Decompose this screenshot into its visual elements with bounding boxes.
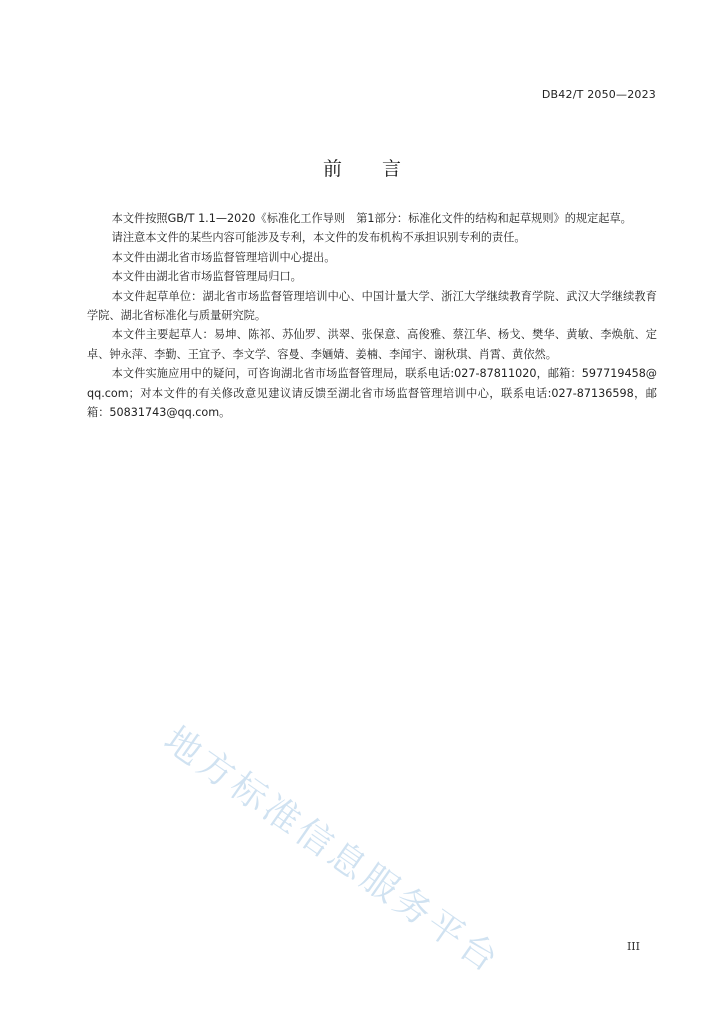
paragraph-drafting-units: 本文件起草单位：湖北省市场监督管理培训中心、中国计量大学、浙江大学继续教育学院、武汉大学继续教育学院、湖北省标准化与质量研究院。 (87, 289, 657, 323)
paragraph-patent-notice: 请注意本文件的某些内容可能涉及专利，本文件的发布机构不承担识别专利的责任。 (111, 231, 526, 245)
paragraph-contact-info: 本文件实施应用中的疑问，可咨询湖北省市场监督管理局，联系电话:027-87811020，邮箱：597719458@qq.com；对本文件的有关修改意见建议请反馈至湖北省市场监督管理培训中心，联系电话:027-87136598，邮箱：50831743@qq.com。 (87, 367, 657, 420)
title-char-2: 言 (382, 158, 402, 180)
page-number: III (626, 940, 640, 953)
foreword-body (87, 209, 657, 422)
paragraph-centralized-by: 本文件由湖北省市场监督管理局归口。 (111, 270, 302, 284)
title-char-1: 前 (322, 158, 342, 180)
watermark: 地方标准信息服务平台 (156, 719, 508, 983)
document-code: DB42/T 2050—2023 (541, 88, 656, 101)
paragraph-proposed-by: 本文件由湖北省市场监督管理培训中心提出。 (111, 250, 336, 264)
page-title (0, 154, 724, 181)
paragraph-drafters: 本文件主要起草人：易坤、陈祁、苏仙罗、洪翠、张保意、高俊雅、蔡江华、杨戈、樊华、黄敏、李焕航、定卓、钟永萍、李勤、王宜予、李文学、容曼、李婳婧、姜楠、李闻宇、谢秋琪、肖霄、黄依然。 (87, 328, 657, 361)
paragraph-drafting-rules: 本文件按照GB/T 1.1—2020《标准化工作导则 第1部分：标准化文件的结构和起草规则》的规定起草。 (111, 212, 632, 225)
